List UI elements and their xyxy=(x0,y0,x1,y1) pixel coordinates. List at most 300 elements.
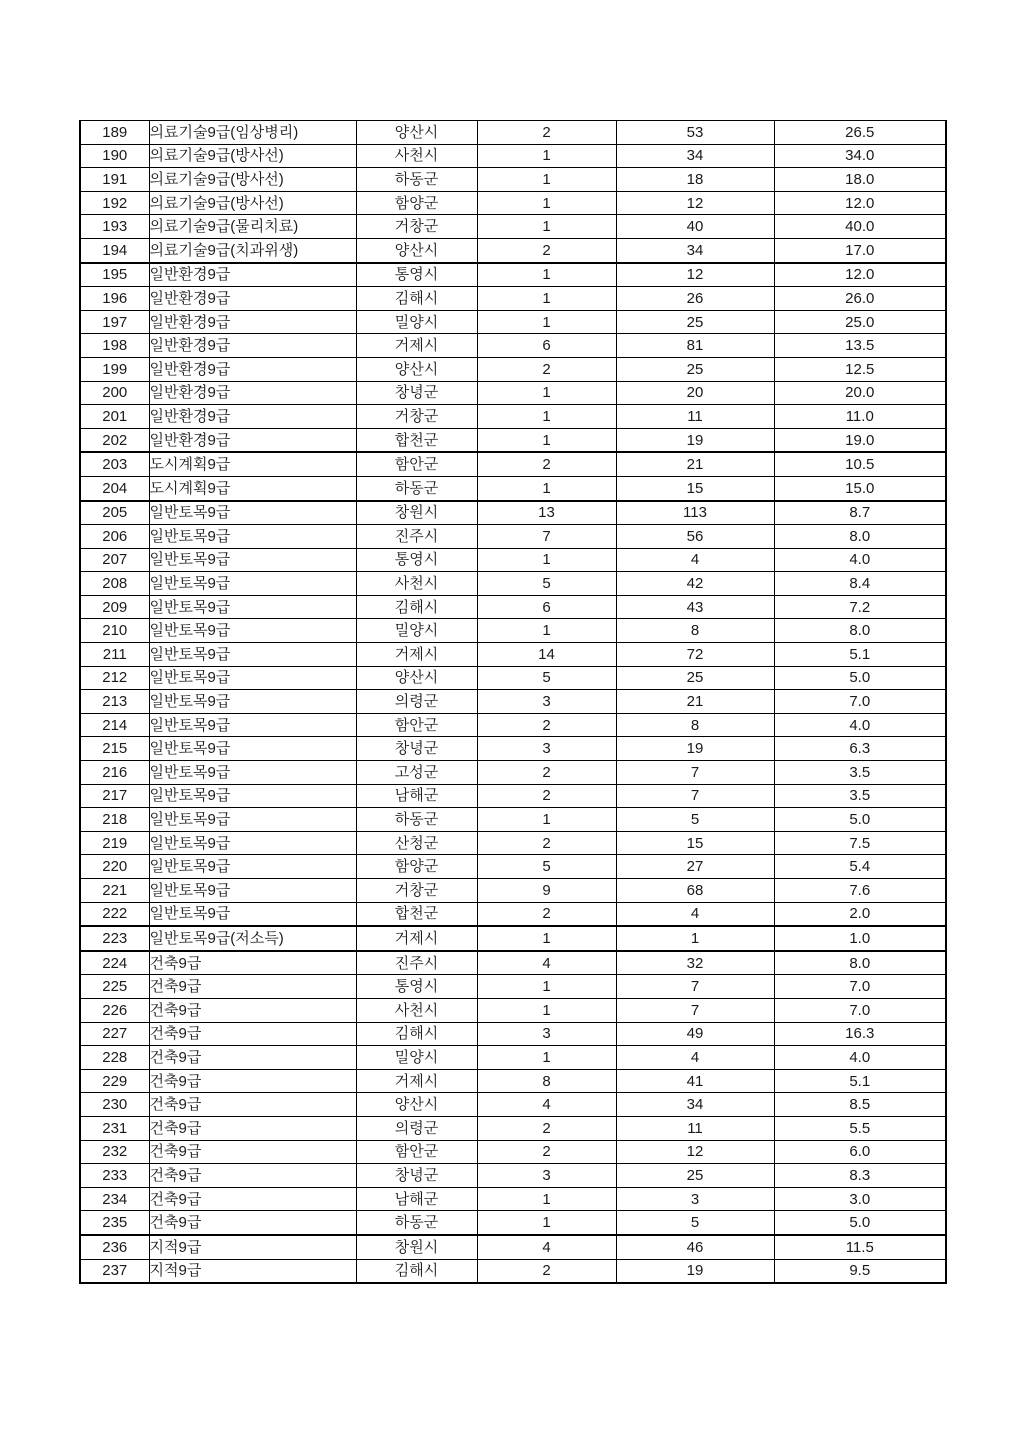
applicant-count-cell: 53 xyxy=(616,121,774,145)
job-series-cell: 일반환경9급 xyxy=(149,357,356,381)
job-series-cell: 건축9급 xyxy=(149,951,356,975)
competition-ratio-cell: 8.3 xyxy=(774,1164,946,1188)
competition-ratio-cell: 4.0 xyxy=(774,713,946,737)
job-series-cell: 일반토목9급 xyxy=(149,808,356,832)
row-number-cell: 212 xyxy=(80,666,149,690)
applicant-count-cell: 7 xyxy=(616,975,774,999)
row-number-cell: 198 xyxy=(80,334,149,358)
region-cell: 합천군 xyxy=(356,902,477,926)
table-row xyxy=(80,525,946,549)
region-cell: 거제시 xyxy=(356,926,477,951)
region-cell: 함안군 xyxy=(356,1140,477,1164)
applicant-count-cell: 25 xyxy=(616,666,774,690)
selected-count-cell: 3 xyxy=(477,690,616,714)
table-row xyxy=(80,476,946,500)
region-cell: 하동군 xyxy=(356,476,477,500)
table-row xyxy=(80,501,946,525)
job-series-cell: 일반환경9급 xyxy=(149,310,356,334)
applicant-count-cell: 41 xyxy=(616,1069,774,1093)
region-cell: 창녕군 xyxy=(356,381,477,405)
row-number-cell: 235 xyxy=(80,1211,149,1235)
job-series-cell: 일반토목9급 xyxy=(149,737,356,761)
row-number-cell: 215 xyxy=(80,737,149,761)
table-row xyxy=(80,1187,946,1211)
job-series-cell: 일반토목9급 xyxy=(149,548,356,572)
row-number-cell: 208 xyxy=(80,572,149,596)
applicant-count-cell: 4 xyxy=(616,1046,774,1070)
table-row xyxy=(80,1069,946,1093)
row-number-cell: 193 xyxy=(80,215,149,239)
row-number-cell: 200 xyxy=(80,381,149,405)
row-number-cell: 214 xyxy=(80,713,149,737)
region-cell: 산청군 xyxy=(356,831,477,855)
competition-ratio-cell: 5.0 xyxy=(774,808,946,832)
row-number-cell: 191 xyxy=(80,168,149,192)
row-number-cell: 199 xyxy=(80,357,149,381)
row-number-cell: 224 xyxy=(80,951,149,975)
applicant-count-cell: 81 xyxy=(616,334,774,358)
job-series-cell: 일반토목9급 xyxy=(149,831,356,855)
applicant-count-cell: 25 xyxy=(616,310,774,334)
table-row xyxy=(80,1116,946,1140)
competition-ratio-cell: 11.5 xyxy=(774,1235,946,1259)
selected-count-cell: 1 xyxy=(477,144,616,168)
applicant-count-cell: 34 xyxy=(616,238,774,262)
job-series-cell: 일반토목9급 xyxy=(149,525,356,549)
table-row xyxy=(80,737,946,761)
selected-count-cell: 1 xyxy=(477,998,616,1022)
selected-count-cell: 1 xyxy=(477,287,616,311)
row-number-cell: 232 xyxy=(80,1140,149,1164)
region-cell: 함안군 xyxy=(356,452,477,476)
selected-count-cell: 1 xyxy=(477,1187,616,1211)
applicant-count-cell: 3 xyxy=(616,1187,774,1211)
competition-ratio-cell: 8.0 xyxy=(774,619,946,643)
region-cell: 하동군 xyxy=(356,168,477,192)
row-number-cell: 189 xyxy=(80,121,149,145)
table-row xyxy=(80,855,946,879)
table-row xyxy=(80,761,946,785)
applicant-count-cell: 4 xyxy=(616,548,774,572)
table-row xyxy=(80,191,946,215)
table-row xyxy=(80,405,946,429)
region-cell: 거창군 xyxy=(356,405,477,429)
job-series-cell: 일반토목9급 xyxy=(149,784,356,808)
selected-count-cell: 4 xyxy=(477,1093,616,1117)
region-cell: 의령군 xyxy=(356,1116,477,1140)
competition-ratio-cell: 7.2 xyxy=(774,595,946,619)
job-series-cell: 일반토목9급(저소득) xyxy=(149,926,356,951)
job-series-cell: 건축9급 xyxy=(149,1093,356,1117)
table-row xyxy=(80,643,946,667)
selected-count-cell: 8 xyxy=(477,1069,616,1093)
region-cell: 밀양시 xyxy=(356,619,477,643)
region-cell: 사천시 xyxy=(356,998,477,1022)
competition-ratio-cell: 5.0 xyxy=(774,1211,946,1235)
applicant-count-cell: 1 xyxy=(616,926,774,951)
applicant-count-cell: 43 xyxy=(616,595,774,619)
region-cell: 김해시 xyxy=(356,1022,477,1046)
table-row xyxy=(80,1235,946,1259)
applicant-count-cell: 72 xyxy=(616,643,774,667)
competition-ratio-cell: 11.0 xyxy=(774,405,946,429)
competition-ratio-cell: 16.3 xyxy=(774,1022,946,1046)
applicant-count-cell: 7 xyxy=(616,784,774,808)
table-row xyxy=(80,902,946,926)
selected-count-cell: 6 xyxy=(477,334,616,358)
selected-count-cell: 2 xyxy=(477,1140,616,1164)
job-series-cell: 건축9급 xyxy=(149,1211,356,1235)
region-cell: 고성군 xyxy=(356,761,477,785)
table-row xyxy=(80,263,946,287)
selected-count-cell: 5 xyxy=(477,855,616,879)
table-row xyxy=(80,713,946,737)
region-cell: 거창군 xyxy=(356,215,477,239)
row-number-cell: 201 xyxy=(80,405,149,429)
selected-count-cell: 3 xyxy=(477,1022,616,1046)
competition-ratio-cell: 8.7 xyxy=(774,501,946,525)
competition-ratio-cell: 3.0 xyxy=(774,1187,946,1211)
table-row xyxy=(80,619,946,643)
selected-count-cell: 2 xyxy=(477,902,616,926)
row-number-cell: 194 xyxy=(80,238,149,262)
applicant-count-cell: 40 xyxy=(616,215,774,239)
row-number-cell: 218 xyxy=(80,808,149,832)
region-cell: 양산시 xyxy=(356,238,477,262)
competition-ratio-cell: 4.0 xyxy=(774,548,946,572)
selected-count-cell: 5 xyxy=(477,666,616,690)
applicant-count-cell: 8 xyxy=(616,619,774,643)
selected-count-cell: 2 xyxy=(477,1259,616,1283)
competition-ratio-cell: 15.0 xyxy=(774,476,946,500)
row-number-cell: 236 xyxy=(80,1235,149,1259)
job-series-cell: 일반환경9급 xyxy=(149,405,356,429)
competition-ratio-cell: 9.5 xyxy=(774,1259,946,1283)
table-row xyxy=(80,784,946,808)
selected-count-cell: 1 xyxy=(477,1211,616,1235)
job-series-cell: 일반토목9급 xyxy=(149,572,356,596)
job-series-cell: 일반환경9급 xyxy=(149,428,356,452)
row-number-cell: 220 xyxy=(80,855,149,879)
competition-ratio-cell: 40.0 xyxy=(774,215,946,239)
table-row xyxy=(80,690,946,714)
table-row xyxy=(80,1093,946,1117)
selected-count-cell: 1 xyxy=(477,548,616,572)
competition-ratio-cell: 34.0 xyxy=(774,144,946,168)
selected-count-cell: 13 xyxy=(477,501,616,525)
selected-count-cell: 1 xyxy=(477,215,616,239)
region-cell: 사천시 xyxy=(356,144,477,168)
row-number-cell: 231 xyxy=(80,1116,149,1140)
applicant-count-cell: 46 xyxy=(616,1235,774,1259)
row-number-cell: 197 xyxy=(80,310,149,334)
selected-count-cell: 1 xyxy=(477,428,616,452)
applicant-count-cell: 20 xyxy=(616,381,774,405)
row-number-cell: 221 xyxy=(80,879,149,903)
selected-count-cell: 4 xyxy=(477,951,616,975)
applicant-count-cell: 42 xyxy=(616,572,774,596)
row-number-cell: 219 xyxy=(80,831,149,855)
row-number-cell: 226 xyxy=(80,998,149,1022)
table-row xyxy=(80,831,946,855)
selected-count-cell: 5 xyxy=(477,572,616,596)
row-number-cell: 196 xyxy=(80,287,149,311)
competition-ratio-cell: 7.0 xyxy=(774,975,946,999)
job-series-cell: 일반토목9급 xyxy=(149,902,356,926)
table-row xyxy=(80,452,946,476)
row-number-cell: 228 xyxy=(80,1046,149,1070)
competition-ratio-cell: 3.5 xyxy=(774,784,946,808)
competition-ratio-cell: 18.0 xyxy=(774,168,946,192)
applicant-count-cell: 21 xyxy=(616,690,774,714)
region-cell: 거창군 xyxy=(356,879,477,903)
selected-count-cell: 2 xyxy=(477,831,616,855)
region-cell: 거제시 xyxy=(356,1069,477,1093)
table-row xyxy=(80,357,946,381)
row-number-cell: 227 xyxy=(80,1022,149,1046)
table-row xyxy=(80,215,946,239)
competition-ratio-cell: 19.0 xyxy=(774,428,946,452)
region-cell: 통영시 xyxy=(356,263,477,287)
region-cell: 의령군 xyxy=(356,690,477,714)
competition-ratio-cell: 7.0 xyxy=(774,690,946,714)
applicant-count-cell: 19 xyxy=(616,1259,774,1283)
table-row xyxy=(80,666,946,690)
table-row xyxy=(80,951,946,975)
region-cell: 김해시 xyxy=(356,1259,477,1283)
selected-count-cell: 2 xyxy=(477,784,616,808)
competition-ratio-cell: 12.0 xyxy=(774,191,946,215)
applicant-count-cell: 56 xyxy=(616,525,774,549)
table-row xyxy=(80,1140,946,1164)
table-row xyxy=(80,1259,946,1283)
applicant-count-cell: 25 xyxy=(616,357,774,381)
applicant-count-cell: 12 xyxy=(616,1140,774,1164)
selected-count-cell: 3 xyxy=(477,737,616,761)
region-cell: 통영시 xyxy=(356,975,477,999)
region-cell: 합천군 xyxy=(356,428,477,452)
job-series-cell: 건축9급 xyxy=(149,1046,356,1070)
row-number-cell: 190 xyxy=(80,144,149,168)
competition-ratio-cell: 2.0 xyxy=(774,902,946,926)
region-cell: 하동군 xyxy=(356,808,477,832)
competition-rate-table xyxy=(79,120,947,1284)
applicant-count-cell: 49 xyxy=(616,1022,774,1046)
competition-ratio-cell: 8.5 xyxy=(774,1093,946,1117)
job-series-cell: 의료기술9급(물리치료) xyxy=(149,215,356,239)
selected-count-cell: 1 xyxy=(477,619,616,643)
rate-table-body xyxy=(80,121,946,1284)
row-number-cell: 204 xyxy=(80,476,149,500)
selected-count-cell: 1 xyxy=(477,381,616,405)
region-cell: 김해시 xyxy=(356,595,477,619)
table-row xyxy=(80,595,946,619)
applicant-count-cell: 19 xyxy=(616,737,774,761)
competition-ratio-cell: 7.0 xyxy=(774,998,946,1022)
row-number-cell: 225 xyxy=(80,975,149,999)
competition-ratio-cell: 6.3 xyxy=(774,737,946,761)
competition-ratio-cell: 4.0 xyxy=(774,1046,946,1070)
region-cell: 진주시 xyxy=(356,951,477,975)
table-row xyxy=(80,1164,946,1188)
competition-ratio-cell: 1.0 xyxy=(774,926,946,951)
row-number-cell: 233 xyxy=(80,1164,149,1188)
selected-count-cell: 1 xyxy=(477,926,616,951)
region-cell: 남해군 xyxy=(356,784,477,808)
job-series-cell: 지적9급 xyxy=(149,1235,356,1259)
applicant-count-cell: 32 xyxy=(616,951,774,975)
table-row xyxy=(80,975,946,999)
job-series-cell: 건축9급 xyxy=(149,1164,356,1188)
applicant-count-cell: 7 xyxy=(616,998,774,1022)
row-number-cell: 203 xyxy=(80,452,149,476)
competition-ratio-cell: 7.6 xyxy=(774,879,946,903)
selected-count-cell: 2 xyxy=(477,357,616,381)
selected-count-cell: 1 xyxy=(477,263,616,287)
table-row xyxy=(80,1022,946,1046)
job-series-cell: 일반환경9급 xyxy=(149,334,356,358)
selected-count-cell: 1 xyxy=(477,168,616,192)
row-number-cell: 213 xyxy=(80,690,149,714)
row-number-cell: 206 xyxy=(80,525,149,549)
region-cell: 남해군 xyxy=(356,1187,477,1211)
row-number-cell: 222 xyxy=(80,902,149,926)
competition-ratio-cell: 6.0 xyxy=(774,1140,946,1164)
table-row xyxy=(80,998,946,1022)
job-series-cell: 의료기술9급(방사선) xyxy=(149,144,356,168)
region-cell: 창녕군 xyxy=(356,1164,477,1188)
region-cell: 창원시 xyxy=(356,1235,477,1259)
table-row xyxy=(80,381,946,405)
selected-count-cell: 3 xyxy=(477,1164,616,1188)
applicant-count-cell: 11 xyxy=(616,405,774,429)
applicant-count-cell: 12 xyxy=(616,191,774,215)
selected-count-cell: 1 xyxy=(477,310,616,334)
table-row xyxy=(80,428,946,452)
competition-ratio-cell: 5.4 xyxy=(774,855,946,879)
applicant-count-cell: 11 xyxy=(616,1116,774,1140)
table-row xyxy=(80,1046,946,1070)
region-cell: 양산시 xyxy=(356,357,477,381)
applicant-count-cell: 7 xyxy=(616,761,774,785)
row-number-cell: 234 xyxy=(80,1187,149,1211)
job-series-cell: 도시계획9급 xyxy=(149,452,356,476)
job-series-cell: 의료기술9급(방사선) xyxy=(149,168,356,192)
selected-count-cell: 2 xyxy=(477,713,616,737)
applicant-count-cell: 25 xyxy=(616,1164,774,1188)
selected-count-cell: 14 xyxy=(477,643,616,667)
region-cell: 김해시 xyxy=(356,287,477,311)
competition-ratio-cell: 5.5 xyxy=(774,1116,946,1140)
applicant-count-cell: 34 xyxy=(616,1093,774,1117)
job-series-cell: 건축9급 xyxy=(149,1187,356,1211)
region-cell: 창원시 xyxy=(356,501,477,525)
table-row xyxy=(80,287,946,311)
competition-ratio-cell: 25.0 xyxy=(774,310,946,334)
applicant-count-cell: 15 xyxy=(616,476,774,500)
selected-count-cell: 2 xyxy=(477,238,616,262)
job-series-cell: 건축9급 xyxy=(149,975,356,999)
job-series-cell: 일반환경9급 xyxy=(149,263,356,287)
competition-ratio-cell: 7.5 xyxy=(774,831,946,855)
selected-count-cell: 6 xyxy=(477,595,616,619)
row-number-cell: 207 xyxy=(80,548,149,572)
job-series-cell: 의료기술9급(방사선) xyxy=(149,191,356,215)
region-cell: 거제시 xyxy=(356,643,477,667)
region-cell: 함양군 xyxy=(356,855,477,879)
row-number-cell: 229 xyxy=(80,1069,149,1093)
competition-ratio-cell: 13.5 xyxy=(774,334,946,358)
job-series-cell: 건축9급 xyxy=(149,1116,356,1140)
applicant-count-cell: 68 xyxy=(616,879,774,903)
job-series-cell: 일반토목9급 xyxy=(149,761,356,785)
selected-count-cell: 2 xyxy=(477,452,616,476)
region-cell: 양산시 xyxy=(356,666,477,690)
competition-ratio-cell: 12.5 xyxy=(774,357,946,381)
job-series-cell: 의료기술9급(임상병리) xyxy=(149,121,356,145)
applicant-count-cell: 34 xyxy=(616,144,774,168)
competition-ratio-cell: 5.0 xyxy=(774,666,946,690)
applicant-count-cell: 113 xyxy=(616,501,774,525)
region-cell: 양산시 xyxy=(356,1093,477,1117)
competition-ratio-cell: 3.5 xyxy=(774,761,946,785)
selected-count-cell: 1 xyxy=(477,191,616,215)
region-cell: 하동군 xyxy=(356,1211,477,1235)
job-series-cell: 일반토목9급 xyxy=(149,690,356,714)
selected-count-cell: 2 xyxy=(477,761,616,785)
table-row xyxy=(80,808,946,832)
job-series-cell: 도시계획9급 xyxy=(149,476,356,500)
applicant-count-cell: 5 xyxy=(616,808,774,832)
table-row xyxy=(80,144,946,168)
competition-ratio-cell: 5.1 xyxy=(774,643,946,667)
row-number-cell: 195 xyxy=(80,263,149,287)
job-series-cell: 일반토목9급 xyxy=(149,666,356,690)
row-number-cell: 192 xyxy=(80,191,149,215)
competition-ratio-cell: 8.0 xyxy=(774,951,946,975)
row-number-cell: 237 xyxy=(80,1259,149,1283)
row-number-cell: 211 xyxy=(80,643,149,667)
row-number-cell: 216 xyxy=(80,761,149,785)
row-number-cell: 202 xyxy=(80,428,149,452)
region-cell: 사천시 xyxy=(356,572,477,596)
region-cell: 양산시 xyxy=(356,121,477,145)
job-series-cell: 일반토목9급 xyxy=(149,643,356,667)
table-row xyxy=(80,548,946,572)
applicant-count-cell: 12 xyxy=(616,263,774,287)
job-series-cell: 일반환경9급 xyxy=(149,381,356,405)
job-series-cell: 지적9급 xyxy=(149,1259,356,1283)
job-series-cell: 일반토목9급 xyxy=(149,879,356,903)
region-cell: 거제시 xyxy=(356,334,477,358)
competition-ratio-cell: 26.0 xyxy=(774,287,946,311)
table-row xyxy=(80,121,946,145)
selected-count-cell: 1 xyxy=(477,1046,616,1070)
competition-ratio-cell: 8.0 xyxy=(774,525,946,549)
row-number-cell: 217 xyxy=(80,784,149,808)
table-row xyxy=(80,572,946,596)
table-row xyxy=(80,168,946,192)
selected-count-cell: 1 xyxy=(477,476,616,500)
region-cell: 함양군 xyxy=(356,191,477,215)
competition-ratio-cell: 26.5 xyxy=(774,121,946,145)
selected-count-cell: 2 xyxy=(477,121,616,145)
competition-ratio-cell: 12.0 xyxy=(774,263,946,287)
job-series-cell: 건축9급 xyxy=(149,1140,356,1164)
selected-count-cell: 1 xyxy=(477,975,616,999)
row-number-cell: 223 xyxy=(80,926,149,951)
applicant-count-cell: 4 xyxy=(616,902,774,926)
